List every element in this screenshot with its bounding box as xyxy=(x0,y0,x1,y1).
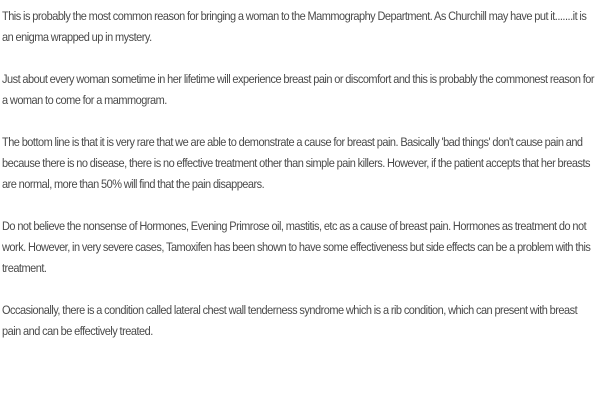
paragraph-chest-wall: Occasionally, there is a condition called lateral chest wall tenderness syndrome which is a rib condition, which can present with breast pain and can be effectively treated. xyxy=(2,303,578,338)
paragraph-gap xyxy=(2,111,598,132)
paragraph-gap xyxy=(2,279,598,300)
paragraph-prevalence: Just about every woman sometime in her lifetime will experience breast pain or discomfort and this is probably the commonest reason for a woman to come for a mammogram. xyxy=(2,72,595,107)
paragraph-bottom-line: The bottom line is that it is very rare that we are able to demonstrate a cause for breast pain. Basically 'bad things' don't cause pain and because there is no disease, there is no effective treatment other than simple pain killers. However, if the patient accepts that her breasts are normal, more than 50% will find that the pain disappears. xyxy=(2,135,591,191)
paragraph-intro: This is probably the most common reason for bringing a woman to the Mammography Department. As Churchill may have put it.......it is an enigma wrapped up in mystery. xyxy=(2,9,587,44)
paragraph-hormones: Do not believe the nonsense of Hormones, Evening Primrose oil, mastitis, etc as a cause of breast pain. Hormones as treatment do not work. However, in very severe cases, Tamoxifen has been shown to have some effectiveness but side effects can be a problem with this treatment. xyxy=(2,219,591,275)
paragraph-gap xyxy=(2,195,598,216)
paragraph-gap xyxy=(2,48,598,69)
